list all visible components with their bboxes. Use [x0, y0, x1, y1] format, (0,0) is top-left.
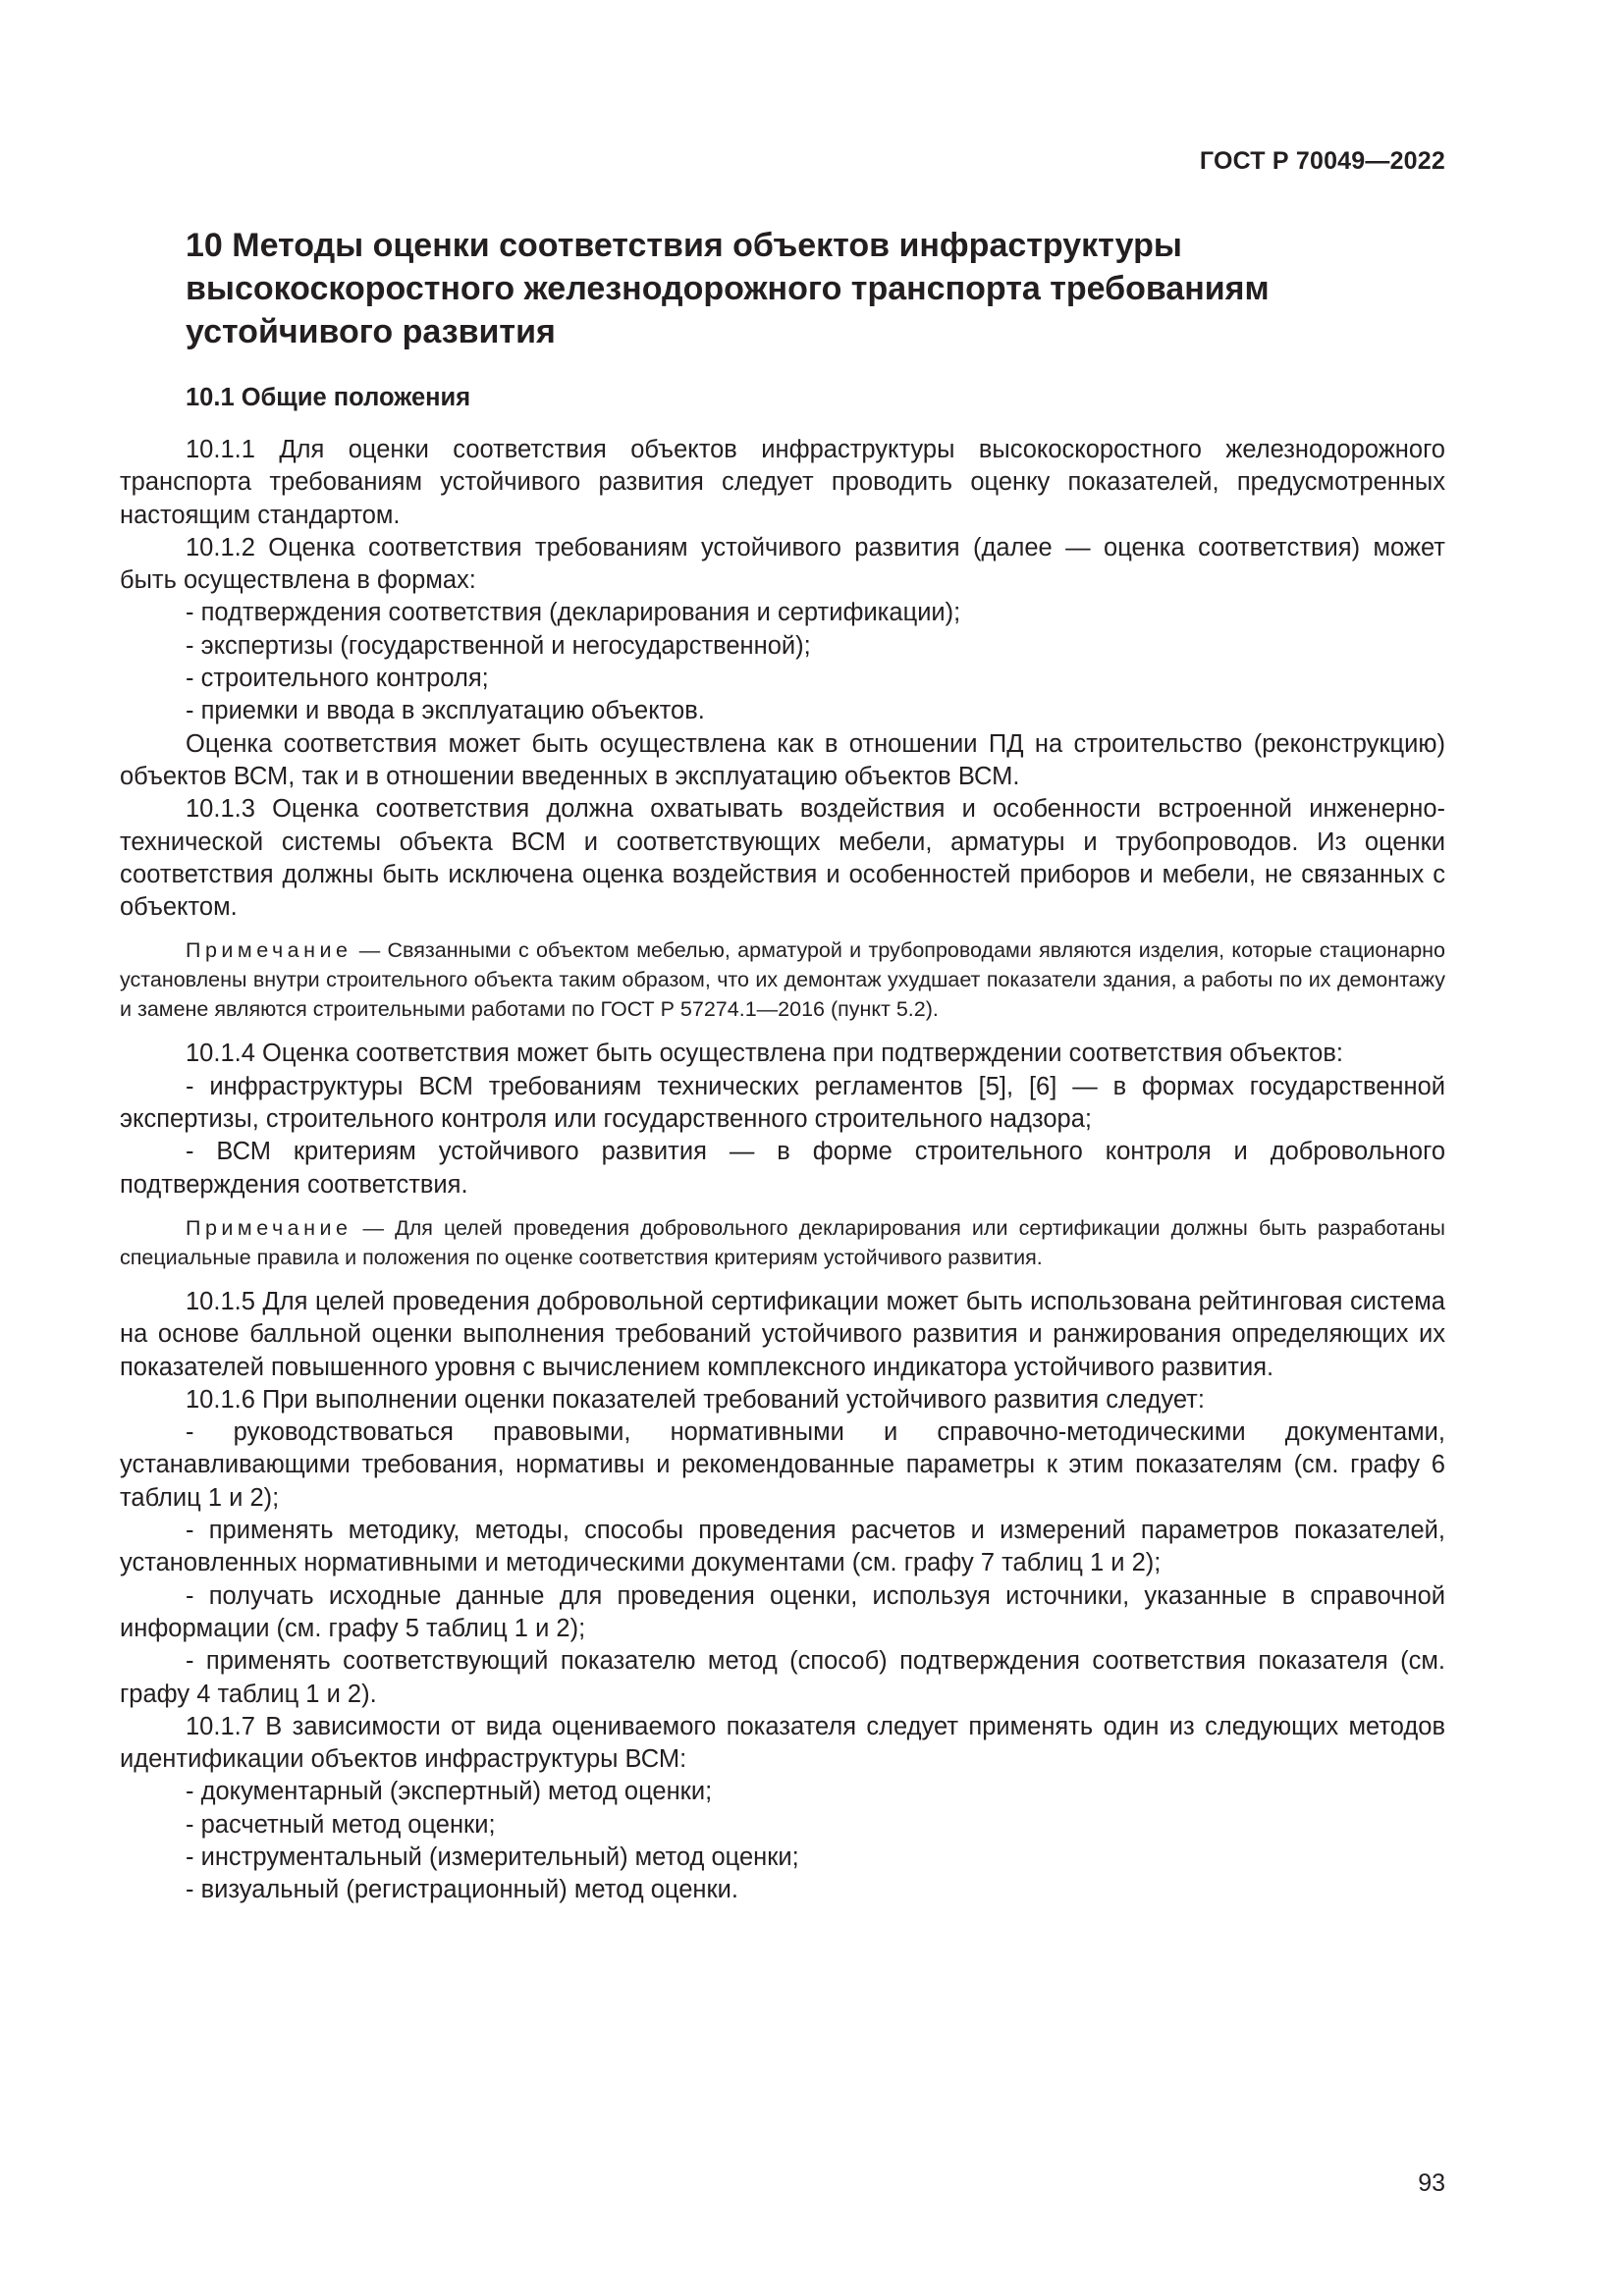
paragraph-10-1-2: 10.1.2 Оценка соответствия требованиям устойчивого развития (далее — оценка соответствия) может быть осуществлена в формах:: [120, 533, 1445, 595]
list-item: - подтверждения соответствия (декларирования и сертификации);: [186, 599, 961, 627]
list-item: - расчетный метод оценки;: [186, 1810, 496, 1839]
note-2: [120, 1213, 1445, 1272]
note-label: Примечание: [186, 938, 352, 963]
list-item: - приемки и ввода в эксплуатацию объектов.: [186, 697, 705, 725]
note-label: Примечание: [186, 1215, 352, 1240]
body-text: [120, 434, 1445, 924]
list-item: - инфраструктуры ВСМ требованиям технических регламентов [5], [6] — в формах государственной экспертизы, строительного контроля или государственного строительного надзора;: [120, 1072, 1445, 1134]
list-item: - визуальный (регистрационный) метод оценки.: [186, 1876, 738, 1904]
note-text: — Связанными с объектом мебелью, арматурой и трубопроводами являются изделия, которые стационарно установлены внутри строительного объекта таким образом, что их демонтаж ухудшает показатели здания, а работы по их демонтажу и замене являются строительными работами по ГОСТ Р 57274.1—2016 (пункт 5.2).: [120, 938, 1445, 1022]
list-item: - документарный (экспертный) метод оценки;: [186, 1778, 713, 1806]
page-content: [120, 224, 1445, 1907]
list-item: - инструментальный (измерительный) метод оценки;: [186, 1842, 799, 1871]
subsection-title: 10.1 Общие положения: [186, 384, 471, 411]
page-number: 93: [1418, 2169, 1445, 2197]
body-text: [120, 1038, 1445, 1201]
list-item: - строительного контроля;: [186, 665, 489, 693]
paragraph-10-1-4: 10.1.4 Оценка соответствия может быть осуществлена при подтверждении соответствия объектов:: [186, 1040, 1343, 1068]
paragraph-10-1-6: 10.1.6 При выполнении оценки показателей требований устойчивого развития следует:: [186, 1385, 1205, 1414]
paragraph-10-1-5: 10.1.5 Для целей проведения добровольной сертификации может быть использована рейтинговая система на основе балльной оценки выполнения требований устойчивого развития и ранжирования определяющих их показателей повышенного уровня с вычислением комплексного индикатора устойчивого развития.: [120, 1287, 1445, 1381]
body-text: [120, 1286, 1445, 1907]
list-item: - руководствоваться правовыми, нормативными и справочно-методическими документами, устанавливающими требования, нормативы и рекомендованные параметры к этим показателям (см. графу 6 таблиц 1 и 2);: [120, 1418, 1445, 1512]
standard-code: ГОСТ Р 70049—2022: [1199, 147, 1445, 175]
paragraph-10-1-2-extra: Оценка соответствия может быть осуществлена как в отношении ПД на строительство (реконструкцию) объектов ВСМ, так и в отношении введенных в эксплуатацию объектов ВСМ.: [120, 729, 1445, 790]
list-item: - применять методику, методы, способы проведения расчетов и измерений параметров показателей, установленных нормативными и методическими документами (см. графу 7 таблиц 1 и 2);: [120, 1517, 1445, 1577]
list-item: - ВСМ критериям устойчивого развития — в форме строительного контроля и добровольного подтверждения соответствия.: [120, 1138, 1445, 1199]
list-item: - применять соответствующий показателю метод (способ) подтверждения соответствия показателя (см. графу 4 таблиц 1 и 2).: [120, 1647, 1445, 1708]
paragraph-10-1-1: 10.1.1 Для оценки соответствия объектов инфраструктуры высокоскоростного железнодорожного транспорта требованиям устойчивого развития следует проводить оценку показателей, предусмотренных настоящим стандартом.: [120, 436, 1445, 529]
list-item: - получать исходные данные для проведения оценки, используя источники, указанные в справочной информации (см. графу 5 таблиц 1 и 2);: [120, 1581, 1445, 1642]
paragraph-10-1-7: 10.1.7 В зависимости от вида оцениваемого показателя следует применять один из следующих методов идентификации объектов инфраструктуры ВСМ:: [120, 1712, 1445, 1774]
list-item: - экспертизы (государственной и негосударственной);: [186, 631, 811, 660]
section-title: 10 Методы оценки соответствия объектов инфраструктуры высокоскоростного железнодорожного транспорта требованиям устойчивого развития: [186, 227, 1270, 350]
note-text: — Для целей проведения добровольного декларирования или сертификации должны быть разработаны специальные правила и положения по оценке соответствия критериям устойчивого развития.: [120, 1215, 1445, 1269]
note-1: [120, 935, 1445, 1024]
paragraph-10-1-3: 10.1.3 Оценка соответствия должна охватывать воздействия и особенности встроенной инженерно-технической системы объекта ВСМ и соответствующих мебели, арматуры и трубопроводов. Из оценки соответствия должны быть исключена оценка воздействия и особенностей приборов и мебели, не связанных с объектом.: [120, 795, 1445, 922]
